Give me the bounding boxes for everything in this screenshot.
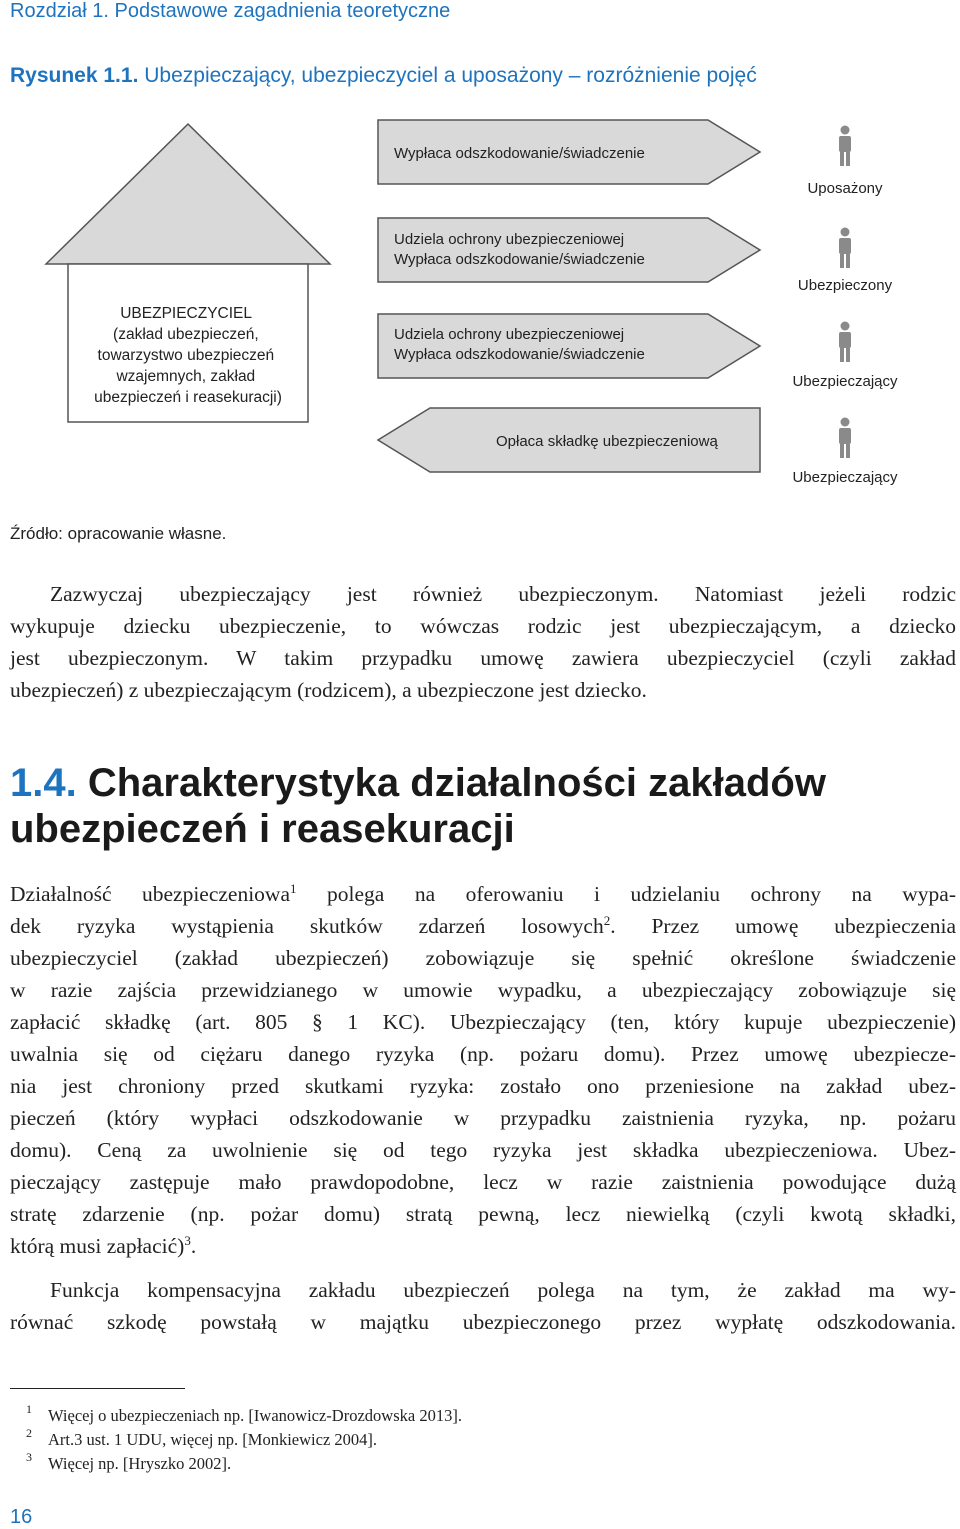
paragraph-2 bbox=[10, 878, 956, 1262]
footnote-ref-2[interactable]: 2 bbox=[603, 912, 611, 928]
footnote-number: 2 bbox=[26, 1426, 32, 1440]
footnote-text: Więcej np. [Hryszko 2002]. bbox=[48, 1454, 232, 1473]
paragraph-1-line: wykupuje dziecku ubezpieczenie, to wówczas rodzic jest ubezpieczającym, a dziecko bbox=[10, 614, 956, 638]
footnote-ref-1[interactable]: 1 bbox=[290, 880, 297, 896]
footnote-2 bbox=[26, 1426, 378, 1450]
insurer-line-3: towarzystwo ubezpieczeń bbox=[97, 347, 275, 364]
paragraph-2-line: w razie zajścia przewidzianego w umowie wypadku, a ubezpieczający zobowiązuje się bbox=[10, 978, 956, 1002]
paragraph-3 bbox=[10, 1274, 956, 1338]
paragraph-2-line: Działalność ubezpieczeniowa$^1$ polega na oferowaniu i udzielaniu ochrony na wypa- bbox=[10, 880, 956, 906]
paragraph-2-line: zapłacić składkę (art. 805 § 1 KC). Ubezpieczający (ten, który kupuje ubezpieczenie) bbox=[10, 1010, 956, 1034]
footnote-number: 3 bbox=[26, 1450, 32, 1464]
paragraph-1 bbox=[10, 578, 956, 706]
figure-caption bbox=[10, 64, 757, 88]
arrow-protection-policyholder-label: Udziela ochrony ubezpieczeniowej Wypłaca odszkodowanie/świadczenie bbox=[394, 326, 645, 363]
paragraph-2-line: którą musi zapłacić)$^3$. bbox=[10, 1232, 197, 1258]
footnote-text: Więcej o ubezpieczeniach np. [Iwanowicz-Drozdowska 2013]. bbox=[48, 1406, 462, 1425]
paragraph-2-line: domu). Ceną za uwolnienie się od tego ryzyka jest składka ubezpieczeniowa. Ubez- bbox=[10, 1138, 956, 1162]
person-insured-label: Ubezpieczony bbox=[797, 277, 893, 294]
person-policyholder-label: Ubezpieczający bbox=[792, 373, 898, 390]
paragraph-2-line: ubezpieczyciel (zakład ubezpieczeń) zobowiązuje się spełnić określone świadczenie bbox=[10, 946, 956, 970]
footnote-divider bbox=[10, 1388, 185, 1389]
page-number: 16 bbox=[10, 1506, 33, 1528]
person-policyholder-2-label: Ubezpieczający bbox=[792, 469, 898, 486]
arrow-payout-beneficiary-label: Wypłaca odszkodowanie/świadczenie bbox=[394, 145, 645, 162]
insurer-line-1: UBEZPIECZYCIEL bbox=[120, 305, 252, 322]
footnote-number: 1 bbox=[26, 1402, 32, 1416]
insurance-roles-diagram bbox=[0, 110, 960, 510]
footnote-3 bbox=[26, 1450, 232, 1474]
paragraph-2-line: pieczający zastępuje mało prawdopodobne, lecz w razie zaistnienia powodujące dużą bbox=[10, 1170, 956, 1194]
paragraph-2-line: nia jest chroniony przed skutkami ryzyka: zostało ono przeniesione na zakład ubez- bbox=[10, 1074, 956, 1098]
arrow-protection-insured bbox=[378, 218, 760, 282]
person-insured-icon bbox=[839, 228, 851, 269]
section-number: 1.4. bbox=[10, 761, 77, 805]
arrow-premium-payment-label: Opłaca składkę ubezpieczeniową bbox=[496, 433, 718, 450]
paragraph-3-line: Funkcja kompensacyjna zakładu ubezpieczeń polega na tym, że zakład ma wy- bbox=[50, 1278, 956, 1302]
person-policyholder-2-icon bbox=[839, 418, 851, 459]
paragraph-1-line: ubezpieczeń) z ubezpieczającym (rodzicem), a ubezpieczone jest dziecko. bbox=[10, 678, 647, 702]
chapter-header: Rozdział 1. Podstawowe zagadnienia teoretyczne bbox=[10, 0, 451, 22]
figure-source: Źródło: opracowanie własne. bbox=[10, 524, 227, 543]
paragraph-3-line: równać szkodę powstałą w majątku ubezpieczonego przez wypłatę odszkodowania. bbox=[10, 1310, 956, 1334]
arrow-protection-insured-label: Udziela ochrony ubezpieczeniowej Wypłaca odszkodowanie/świadczenie bbox=[394, 231, 645, 268]
footnote-1 bbox=[26, 1402, 462, 1426]
paragraph-2-line: stratę zdarzenie (np. pożar domu) stratą pewną, lecz niewielką (czyli kwotą składki, bbox=[10, 1202, 956, 1226]
section-heading bbox=[10, 760, 826, 852]
paragraph-1-line: Zazwyczaj ubezpieczający jest również ubezpieczonym. Natomiast jeżeli rodzic bbox=[50, 582, 956, 606]
paragraph-1-line: jest ubezpieczonym. W takim przypadku umowę zawiera ubezpieczyciel (czyli zakład bbox=[10, 646, 956, 670]
insurer-line-2: (zakład ubezpieczeń, bbox=[113, 326, 259, 343]
footnote-ref-3[interactable]: 3 bbox=[184, 1232, 191, 1248]
insurer-line-5: ubezpieczeń i reasekuracji) bbox=[94, 389, 282, 406]
person-beneficiary-icon bbox=[839, 126, 851, 167]
insurer-line-4: wzajemnych, zakład bbox=[116, 368, 256, 385]
figure-caption-number: Rysunek 1.1. bbox=[10, 64, 139, 87]
paragraph-2-line: uwalnia się od ciężaru danego ryzyka (np. pożaru domu). Przez umowę ubezpiecze- bbox=[10, 1042, 956, 1066]
paragraph-2-line: pieczeń (który wypłaci odszkodowanie w przypadku zaistnienia ryzyka, np. pożaru bbox=[10, 1106, 956, 1130]
section-title-line-1: Charakterystyka działalności zakładów bbox=[87, 761, 826, 805]
person-beneficiary-label: Uposażony bbox=[807, 180, 883, 197]
insurer-house-roof bbox=[46, 124, 330, 264]
insurer-label bbox=[94, 305, 282, 406]
section-title-line-2: ubezpieczeń i reasekuracji bbox=[10, 807, 515, 851]
footnote-text: Art.3 ust. 1 UDU, więcej np. [Monkiewicz 2004]. bbox=[48, 1430, 378, 1449]
figure-caption-text: Ubezpieczający, ubezpieczyciel a uposażony – rozróżnienie pojęć bbox=[144, 64, 757, 87]
person-policyholder-icon bbox=[839, 322, 851, 363]
paragraph-2-line: dek ryzyka wystąpienia skutków zdarzeń losowych$^2$. Przez umowę ubezpieczenia bbox=[10, 912, 956, 938]
